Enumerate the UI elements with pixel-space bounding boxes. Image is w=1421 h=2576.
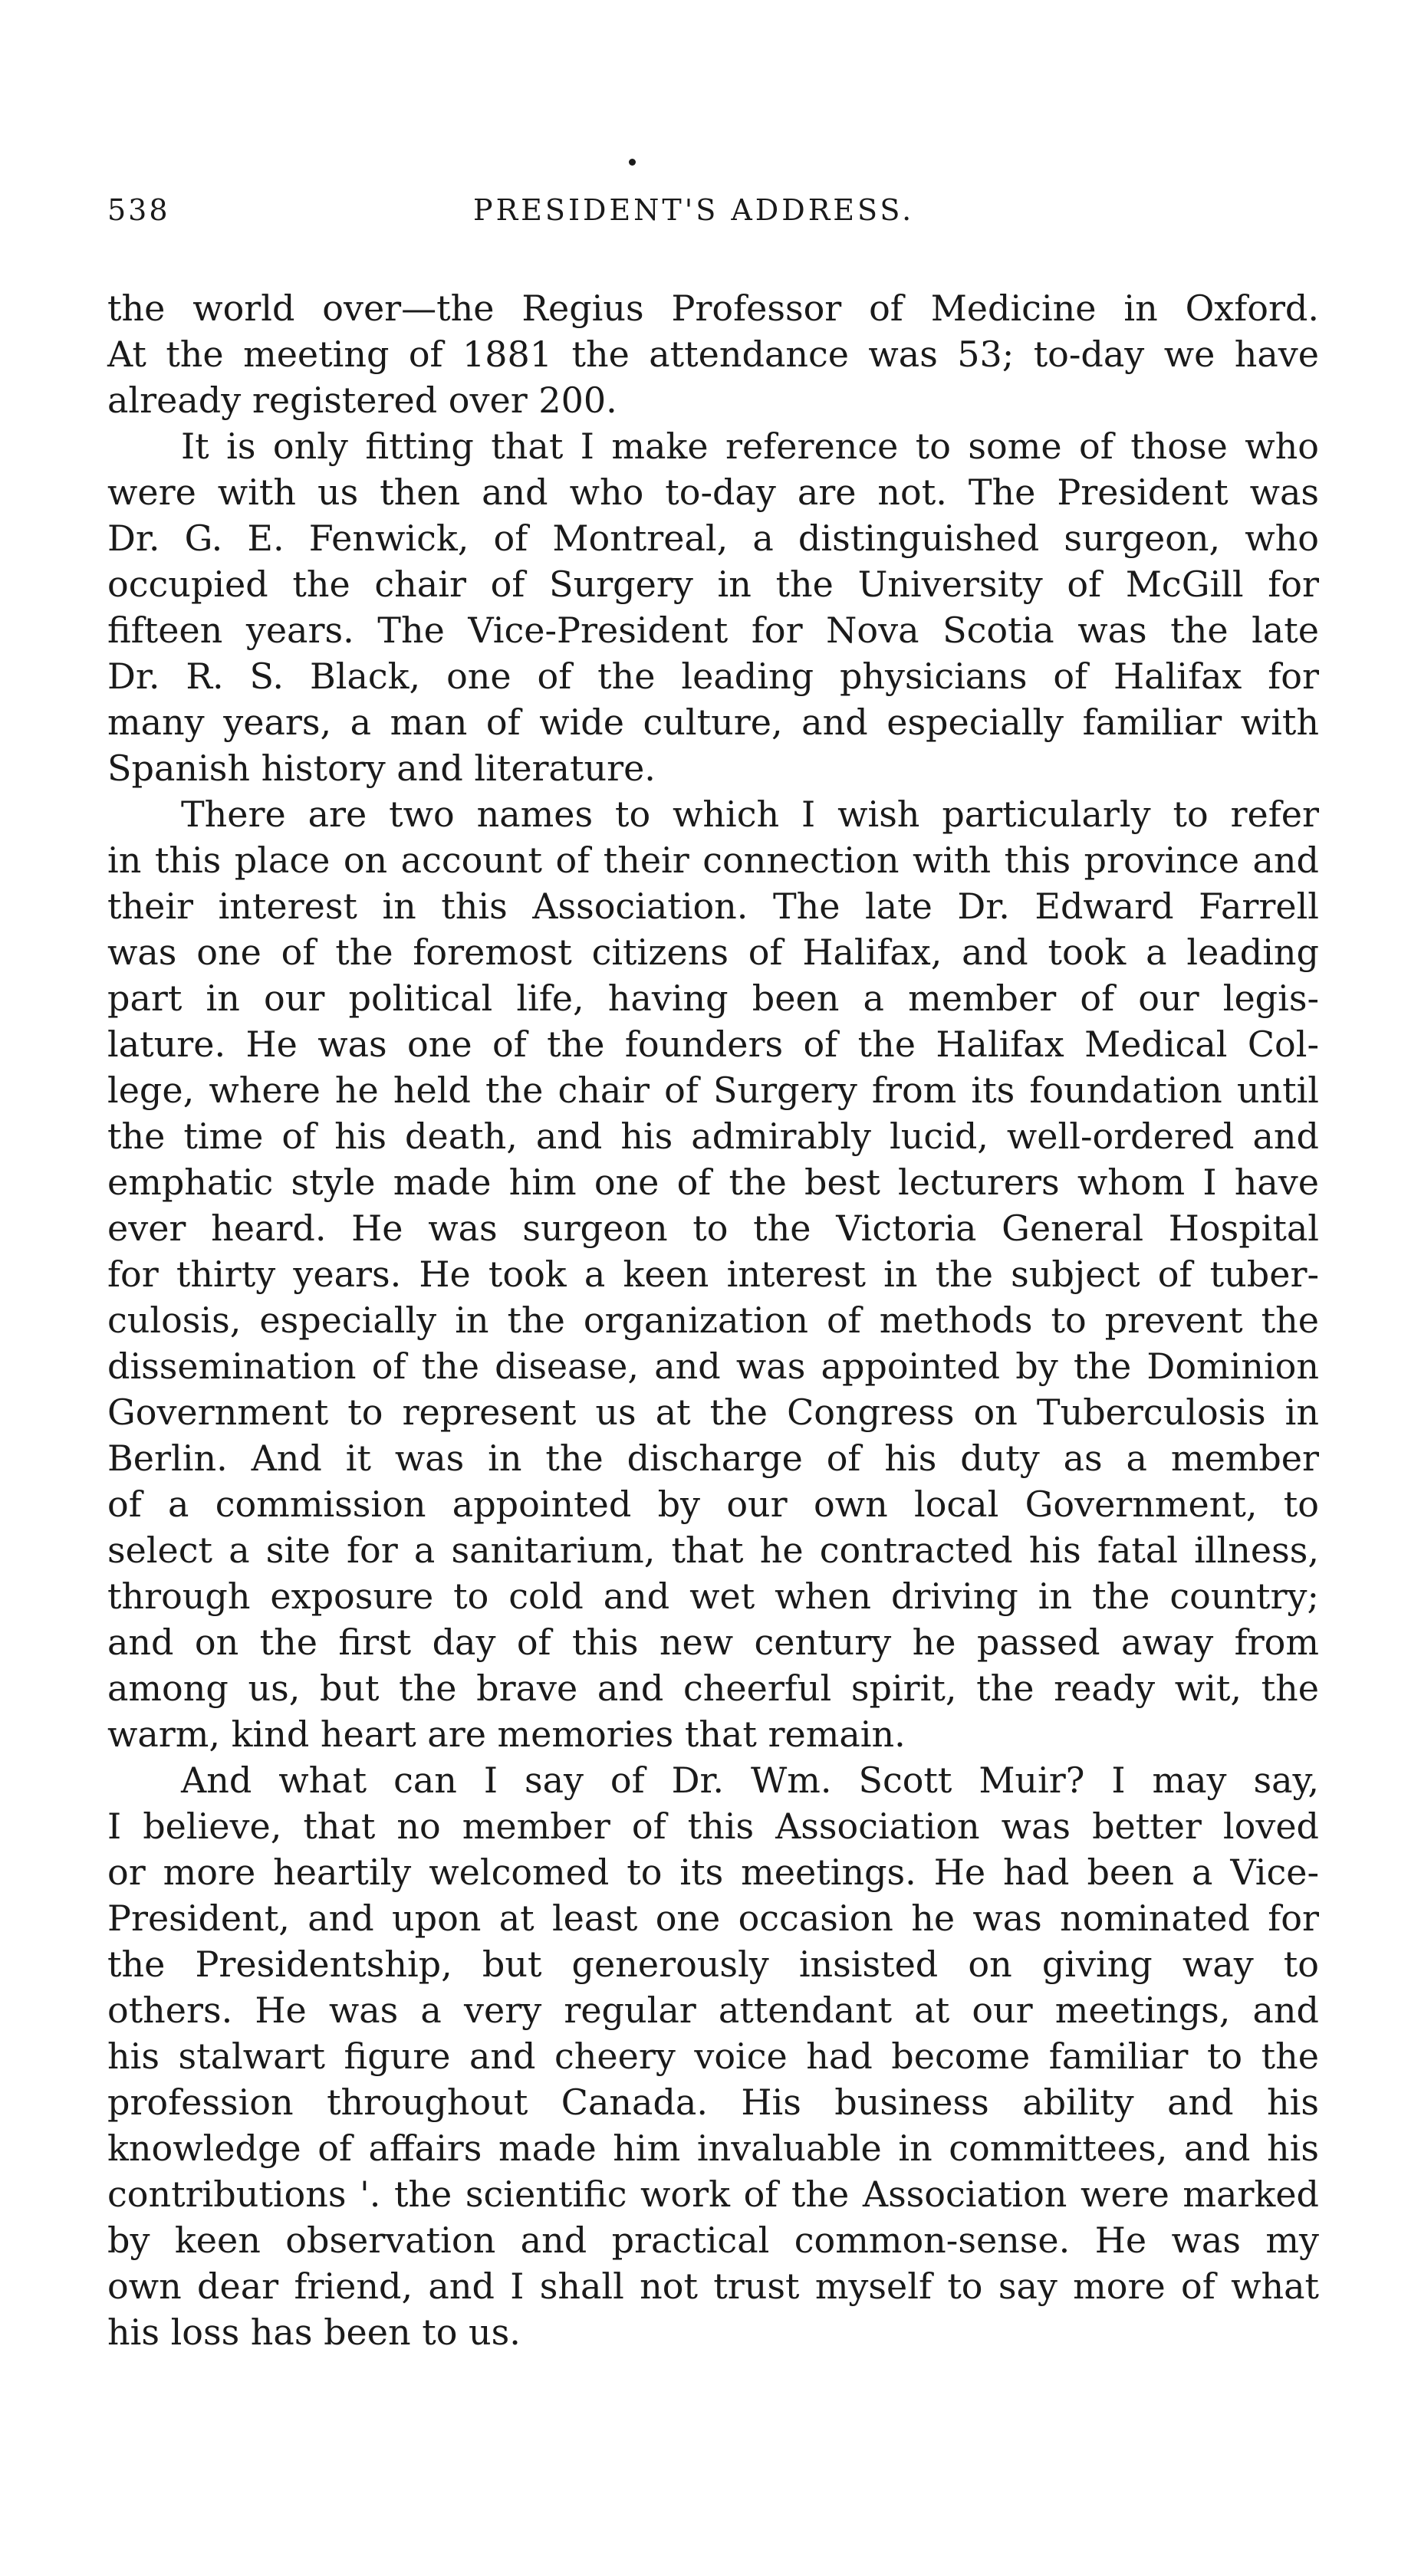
text-line: fifteen years. The Vice-President for Nova Scotia was the late (107, 610, 1319, 651)
printer-mark (629, 159, 636, 166)
text-line: warm, kind heart are memories that remain. (107, 1714, 906, 1755)
text-line: I believe, that no member of this Association was better loved (107, 1806, 1319, 1847)
text-line: At the meeting of 1881 the attendance was 53; to-day we have (107, 334, 1319, 375)
text-line: President, and upon at least one occasion he was nominated for (107, 1898, 1319, 1939)
running-head (107, 193, 1319, 239)
text-line: Berlin. And it was in the discharge of his duty as a member (107, 1438, 1319, 1479)
text-line: ever heard. He was surgeon to the Victoria General Hospital (107, 1208, 1319, 1249)
paragraph (107, 423, 1319, 791)
text-line: own dear friend, and I shall not trust myself to say more of what (107, 2266, 1319, 2307)
text-line: in this place on account of their connection with this province and (107, 840, 1319, 881)
text-line: of a commission appointed by our own local Government, to (107, 1484, 1319, 1525)
running-title: PRESIDENT'S ADDRESS. (473, 193, 915, 227)
text-line: part in our political life, having been a member of our legis- (107, 978, 1319, 1019)
text-line: or more heartily welcomed to its meetings. He had been a Vice- (107, 1852, 1319, 1893)
text-line: Dr. R. S. Black, one of the leading physicians of Halifax for (107, 656, 1319, 697)
text-line: It is only fitting that I make reference to some of those who (181, 426, 1319, 467)
text-line: their interest in this Association. The late Dr. Edward Farrell (107, 886, 1319, 927)
text-line: others. He was a very regular attendant at our meetings, and (107, 1990, 1319, 2031)
text-line: and on the first day of this new century he passed away from (107, 1622, 1319, 1663)
text-line: occupied the chair of Surgery in the University of McGill for (107, 564, 1319, 605)
body-text (107, 285, 1319, 2355)
text-line: Dr. G. E. Fenwick, of Montreal, a distinguished surgeon, who (107, 518, 1319, 559)
text-line: were with us then and who to-day are not. The President was (107, 472, 1319, 513)
text-line: by keen observation and practical common-sense. He was my (107, 2220, 1319, 2261)
text-line: select a site for a sanitarium, that he contracted his fatal illness, (107, 1530, 1319, 1571)
text-line: his loss has been to us. (107, 2312, 521, 2353)
text-line: through exposure to cold and wet when driving in the country; (107, 1576, 1319, 1617)
text-line: many years, a man of wide culture, and especially familiar with (107, 702, 1319, 743)
text-line: the Presidentship, but generously insisted on giving way to (107, 1944, 1319, 1985)
text-line: was one of the foremost citizens of Halifax, and took a leading (107, 932, 1319, 973)
text-line: his stalwart figure and cheery voice had become familiar to the (107, 2036, 1319, 2077)
text-line: contributions '. the scientific work of the Association were marked (107, 2174, 1319, 2215)
paragraph (107, 1757, 1319, 2355)
text-line: emphatic style made him one of the best lecturers whom I have (107, 1162, 1319, 1203)
text-line: Government to represent us at the Congress on Tuberculosis in (107, 1392, 1319, 1433)
text-line: profession throughout Canada. His business ability and his (107, 2082, 1319, 2123)
text-line: There are two names to which I wish particularly to refer (181, 794, 1319, 835)
paragraph (107, 285, 1319, 423)
text-line: Spanish history and literature. (107, 748, 656, 789)
paragraph (107, 791, 1319, 1757)
text-line: knowledge of affairs made him invaluable in committees, and his (107, 2128, 1319, 2169)
text-line: culosis, especially in the organization of methods to prevent the (107, 1300, 1319, 1341)
text-line: dissemination of the disease, and was appointed by the Dominion (107, 1346, 1319, 1387)
page-number: 538 (107, 193, 170, 227)
text-line: the time of his death, and his admirably lucid, well-ordered and (107, 1116, 1319, 1157)
text-line: already registered over 200. (107, 380, 617, 421)
text-line: among us, but the brave and cheerful spirit, the ready wit, the (107, 1668, 1319, 1709)
text-line: the world over—the Regius Professor of Medicine in Oxford. (107, 288, 1319, 329)
text-line: And what can I say of Dr. Wm. Scott Muir? I may say, (181, 1760, 1319, 1801)
text-line: lege, where he held the chair of Surgery from its foundation until (107, 1070, 1319, 1111)
text-line: lature. He was one of the founders of the Halifax Medical Col- (107, 1024, 1319, 1065)
text-line: for thirty years. He took a keen interest in the subject of tuber- (107, 1254, 1319, 1295)
